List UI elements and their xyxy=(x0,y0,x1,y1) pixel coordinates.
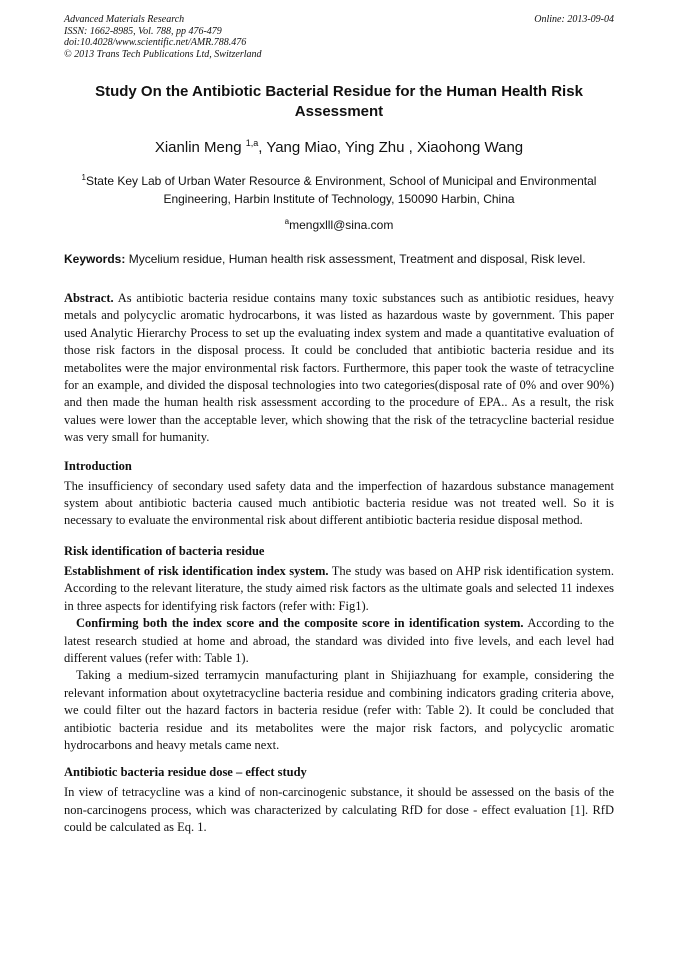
risk-identification-heading: Risk identification of bacteria residue xyxy=(64,543,265,558)
paper-title: Study On the Antibiotic Bacterial Residue for the Human Health Risk Assessment xyxy=(95,83,583,120)
copyright-line: © 2013 Trans Tech Publications Ltd, Switzerland xyxy=(64,48,262,60)
risk-paragraph-1-text: The study was based on AHP risk identification system. According to the relevant literature, the study aimed risk factors as the ultimate goals and selected 11 indexes in three aspects for identifying risk factors (refer with: Fig1). xyxy=(64,563,614,613)
risk-paragraph-1 xyxy=(64,563,614,615)
affiliation xyxy=(64,169,614,208)
affiliation-text: State Key Lab of Urban Water Resource & Environment, School of Municipal and Environmental Engineering, Harbin Institute of Technology, 150090 Harbin, China xyxy=(85,174,597,206)
risk-paragraph-2-label: Confirming both the index score and the composite score in identification system. xyxy=(76,616,524,631)
affiliation-mark: 1 xyxy=(81,173,86,182)
abstract-text: As antibiotic bacteria residue contains many toxic substances such as antibiotic residues, heavy metals and polycyclic aromatic hydrocarbons, it was listed as hazardous waste by government. This paper used Analytic Hierarchy Process to set up the evaluating index system and made a quantitative evaluation of those risk factors in the disposal process. It could be concluded that antibiotic bacteria residue and its metabolites were the major environmental risk factors. Furthermore, this paper took the waste of tetracycline for an example, and divided the disposal technologies into two categories(disposal rate of 0% and over 90%) and then made the human health risk assessment according to the procedure of EPA.. As a result, the risk values were lower than the acceptable lever, which showing that the risk of the tetracycline bacterial residue was very small for humanity. xyxy=(64,291,614,445)
risk-paragraph-2 xyxy=(64,615,614,667)
dose-effect-paragraph: In view of tetracycline was a kind of non-carcinogenic substance, it should be assessed on the basis of the non-carcinogens process, which was characterized by calculating RfD for dose - effect evaluation [1]. RfD could be calculated as Eq. 1. xyxy=(64,785,614,835)
risk-paragraph-3: Taking a medium-sized terramycin manufacturing plant in Shijiazhuang for example, considering the relevant information about oxytetracycline bacteria residue and combining indicators grading criteria above, we could filter out the hazard factors in bacteria residue (refer with: Table 2). It could be concluded that antibiotic bacteria residue and its metabolites were the major risk factors, and polycyclic aromatic hydrocarbons and heavy metals came next. xyxy=(64,668,614,752)
abstract xyxy=(64,290,614,447)
author-rest: , Yang Miao, Ying Zhu , Xiaohong Wang xyxy=(258,139,524,156)
issn-line: ISSN: 1662-8985, Vol. 788, pp 476-479 xyxy=(64,25,222,37)
journal-header xyxy=(64,0,614,64)
doi-line: doi:10.4028/www.scientific.net/AMR.788.476 xyxy=(64,37,247,48)
keywords xyxy=(64,251,614,268)
dose-effect-heading: Antibiotic bacteria residue dose – effect study xyxy=(64,765,307,780)
author-list xyxy=(64,133,614,158)
email-text: mengxlll@sina.com xyxy=(289,218,394,232)
author-first: Xianlin Meng xyxy=(154,139,246,156)
introduction-heading: Introduction xyxy=(64,458,132,473)
author-email xyxy=(64,213,614,234)
risk-paragraph-2-text: According to the latest research studied at home and abroad, the standard was divided into five levels, and each level had different values (refer with: Table 1). xyxy=(64,616,614,665)
online-date: Online: 2013-09-04 xyxy=(534,14,614,25)
keywords-label: Keywords: xyxy=(64,252,126,266)
introduction-paragraph: The insufficiency of secondary used safety data and the imperfection of hazardous substance management system about antibiotic bacteria caused much antibiotic bacteria residue was not treated well. So it is necessary to evaluate the environmental risk about different antibiotic bacteria residue disposal method. xyxy=(64,478,614,528)
keywords-text: Mycelium residue, Human health risk assessment, Treatment and disposal, Risk level. xyxy=(125,252,586,266)
author-first-affiliation-mark: 1,a xyxy=(245,138,259,148)
risk-paragraph-1-label: Establishment of risk identification index system. xyxy=(64,563,329,578)
journal-name: Advanced Materials Research xyxy=(64,14,185,25)
email-mark: a xyxy=(284,217,290,226)
abstract-label: Abstract. xyxy=(64,291,114,305)
